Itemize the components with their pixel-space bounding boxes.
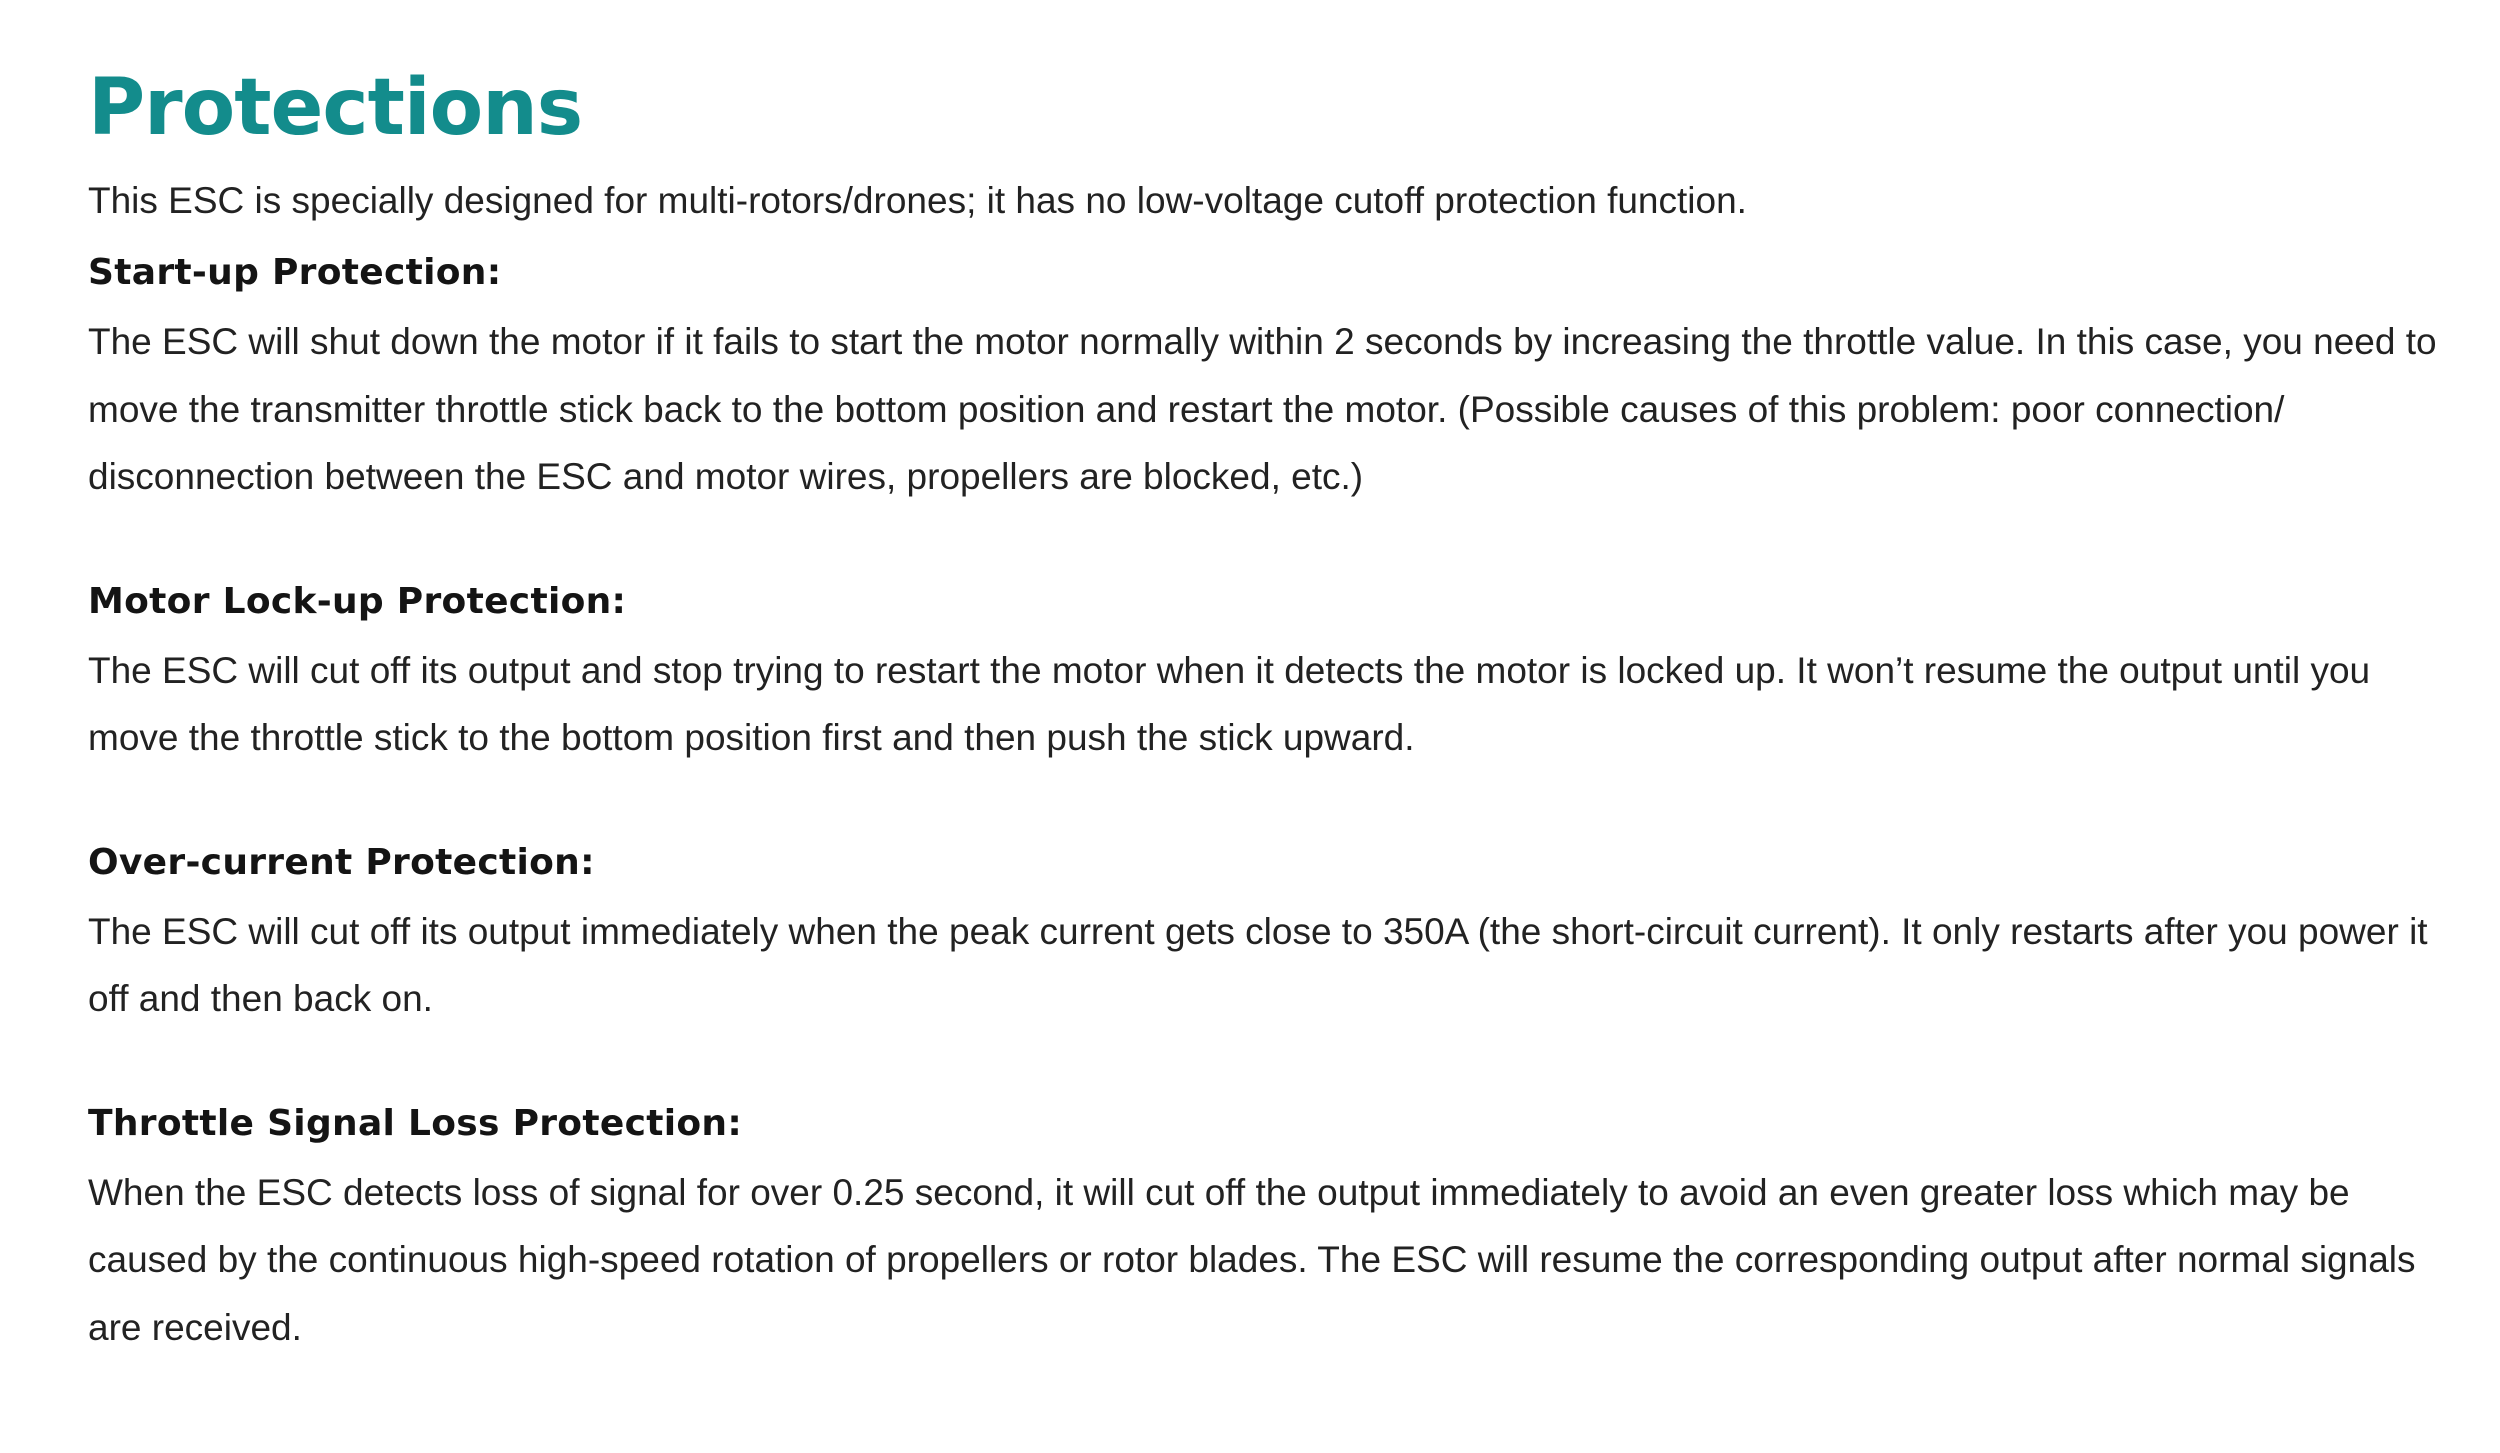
section-body: The ESC will cut off its output and stop trying to restart the motor when it detects the motor is locked up. It won’t resume the output until you move the throttle stick to the bottom position first and then push the stick upward. — [88, 649, 2371, 758]
section-body: When the ESC detects loss of signal for over 0.25 second, it will cut off the output immediately to avoid an even greater loss which may be caused by the continuous high-speed rotation of propellers or rotor blades. The ESC will resume the corresponding output after normal signals are received. — [88, 1171, 2416, 1348]
intro-paragraph: This ESC is specially designed for multi-rotors/drones; it has no low-voltage cutoff protection function. — [88, 180, 1747, 221]
document-page — [88, 58, 2448, 1361]
page-title: Protections — [88, 63, 583, 153]
section-startup-protection — [88, 246, 2448, 511]
section-motor-lockup-protection — [88, 575, 2448, 772]
section-body: The ESC will cut off its output immediately when the peak current gets close to 350A (the short-circuit current). It only restarts after you power it off and then back on. — [88, 910, 2428, 1019]
section-body: The ESC will shut down the motor if it fails to start the motor normally within 2 seconds by increasing the throttle value. In this case, you need to move the transmitter throttle stick back to the bottom position and restart the motor. (Possible causes of this problem: poor connection/ disconnection between the ESC and motor wires, propellers are blocked, etc.) — [88, 321, 2437, 497]
section-heading: Over-current Protection: — [88, 841, 595, 883]
section-overcurrent-protection — [88, 836, 2448, 1033]
section-heading: Throttle Signal Loss Protection: — [88, 1102, 743, 1144]
section-signal-loss-protection — [88, 1097, 2448, 1362]
section-heading: Start-up Protection: — [88, 252, 502, 293]
section-heading: Motor Lock-up Protection: — [88, 580, 627, 622]
